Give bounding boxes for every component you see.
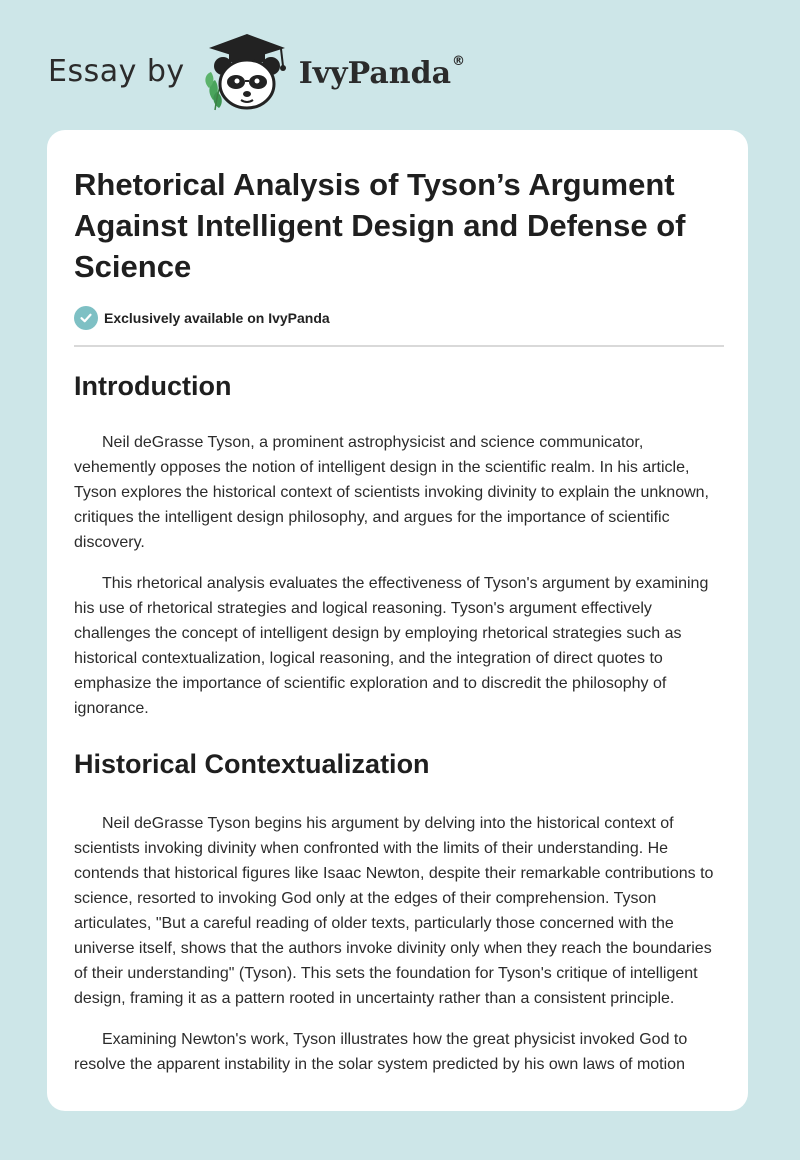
brand-name[interactable]: IvyPanda®	[298, 53, 466, 91]
exclusive-label: Exclusively available on IvyPanda	[104, 310, 330, 326]
ivypanda-logo-icon[interactable]	[199, 30, 295, 112]
title-divider	[74, 345, 724, 347]
paragraph: Neil deGrasse Tyson, a prominent astrophysicist and science communicator, vehemently opposes the notion of intelligent design in the scientific realm. In his article, Tyson explores the historical context of scientists invoking divinity to explain the unknown, critiques the intelligent design philosophy, and argues for the importance of scientific discovery.	[74, 434, 709, 551]
paragraph: Examining Newton's work, Tyson illustrates how the great physicist invoked God to resolve the apparent instability in the solar system predicted by his own laws of motion	[74, 1031, 688, 1073]
site-header	[48, 28, 465, 114]
essay-card	[47, 130, 748, 1111]
essay-title: Rhetorical Analysis of Tyson’s Argument Against Intelligent Design and Defense of Science	[74, 167, 686, 284]
essay-content	[74, 130, 724, 1077]
registered-mark: ®	[452, 53, 466, 69]
paragraph: Neil deGrasse Tyson begins his argument by delving into the historical context of scientists invoking divinity when confronted with the limits of their understanding. He contends that historical figures like Isaac Newton, despite their remarkable contributions to science, resorted to invoking God only at the edges of their comprehension. Tyson articulates, "But a careful reading of older texts, particularly those concerned with the universe itself, shows that the authors invoke divinity only when they reach the boundaries of their understanding" (Tyson). This sets the foundation for Tyson's critique of intelligent design, framing it as a pattern rooted in uncertainty rather than a consistent principle.	[74, 815, 714, 1007]
essay-by-label: Essay by	[48, 53, 185, 89]
paragraph: This rhetorical analysis evaluates the effectiveness of Tyson's argument by examining his use of rhetorical strategies and logical reasoning. Tyson's argument effectively challenges the concept of intelligent design by employing rhetorical strategies such as historical contextualization, logical reasoning, and the integration of direct quotes to emphasize the importance of scientific exploration and to discredit the philosophy of ignorance.	[74, 575, 709, 717]
section-heading-introduction: Introduction	[74, 371, 232, 401]
section-heading-historical-contextualization: Historical Contextualization	[74, 749, 430, 779]
exclusive-badge	[74, 305, 724, 331]
check-icon	[74, 306, 98, 330]
